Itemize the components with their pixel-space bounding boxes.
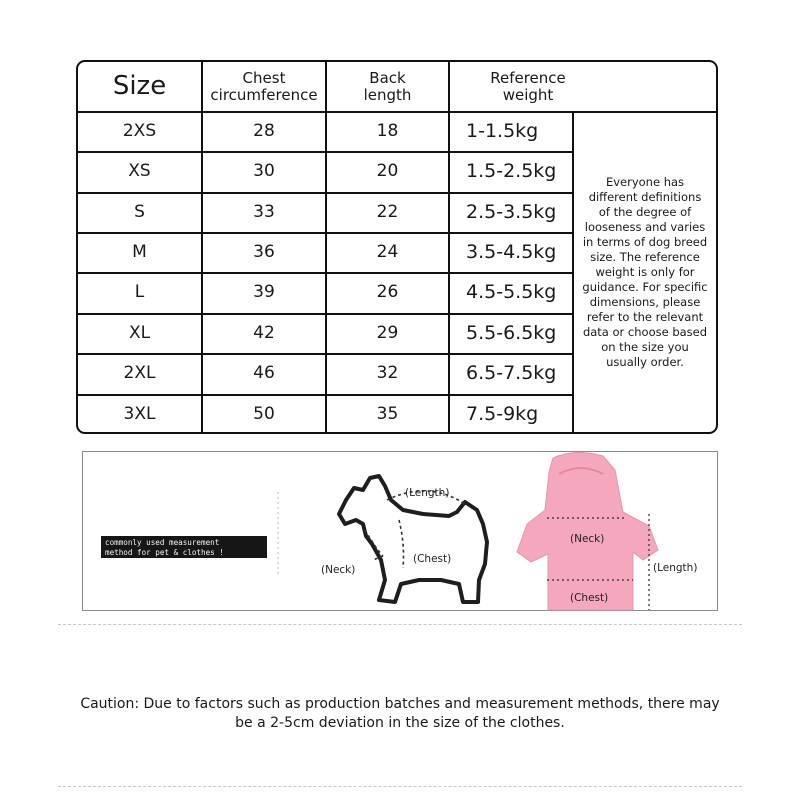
table-cell-chest: 42 xyxy=(253,322,275,343)
table-cell-chest: 28 xyxy=(253,120,275,141)
hoodie-length-label: (Length) xyxy=(653,562,698,574)
table-cell-weight: 4.5-5.5kg xyxy=(466,280,557,303)
header-back-line2: length xyxy=(363,86,412,104)
table-cell-back: 20 xyxy=(376,160,399,181)
table-cell-back: 26 xyxy=(376,281,399,302)
table-cell-weight: 6.5-7.5kg xyxy=(466,361,557,384)
table-cell-size: M xyxy=(132,241,147,262)
caution-text xyxy=(62,695,738,733)
table-cell-chest: 33 xyxy=(253,201,275,222)
caution-line2: be a 2-5cm deviation in the size of the clothes. xyxy=(235,715,565,731)
header-chest-line1: Chest xyxy=(242,68,286,87)
table-cell-back: 22 xyxy=(376,201,399,222)
header-chest xyxy=(203,62,325,112)
dog-length-label: (Length) xyxy=(405,487,450,499)
dog-neck-label: (Neck) xyxy=(321,564,356,576)
dog-chest-guide xyxy=(399,520,404,568)
hoodie-neck-label: (Neck) xyxy=(570,533,605,545)
dog-chest-label: (Chest) xyxy=(413,553,452,565)
divider-dashed xyxy=(58,624,742,625)
size-chart-table xyxy=(76,60,718,434)
table-cell-size: 3XL xyxy=(123,403,156,424)
table-cell-back: 18 xyxy=(376,120,399,141)
table-cell-size: XS xyxy=(128,160,151,181)
hoodie-chest-label: (Chest) xyxy=(570,592,609,604)
table-cell-weight: 7.5-9kg xyxy=(466,402,539,425)
fit-note: Everyone has different definitions of the degree of looseness and varies in terms of dog breed size. The reference weight is only for guidance. For specific dimensions, please refer to the relevant data or choose based on the size you usually order. xyxy=(582,174,708,369)
table-cell-chest: 30 xyxy=(253,160,275,181)
table-cell-back: 24 xyxy=(376,241,399,262)
header-weight xyxy=(450,62,606,112)
pink-hoodie-icon xyxy=(517,452,658,610)
table-cell-size: S xyxy=(134,201,145,222)
table-cell-chest: 36 xyxy=(253,241,275,262)
header-weight-line2: weight xyxy=(502,86,554,104)
table-cell-back: 29 xyxy=(376,322,399,343)
table-cell-chest: 46 xyxy=(253,362,275,383)
table-cell-size: L xyxy=(134,281,145,302)
table-cell-weight: 1.5-2.5kg xyxy=(466,159,557,182)
table-cell-back: 32 xyxy=(376,362,399,383)
measurement-diagram xyxy=(83,452,719,612)
method-label-line1: commonly used measurement xyxy=(105,538,220,547)
header-back-line1: Back xyxy=(369,68,406,87)
header-weight-line1: Reference xyxy=(490,68,566,87)
table-cell-back: 35 xyxy=(376,403,399,424)
table-cell-chest: 50 xyxy=(253,403,275,424)
table-cell-weight: 1-1.5kg xyxy=(466,119,539,142)
header-chest-line2: circumference xyxy=(210,86,318,104)
table-cell-size: 2XS xyxy=(122,120,157,141)
table-cell-weight: 5.5-6.5kg xyxy=(466,321,557,344)
table-cell-weight: 2.5-3.5kg xyxy=(466,200,557,223)
header-back xyxy=(327,62,448,112)
method-label-line2: method for pet & clothes ! xyxy=(105,548,224,557)
table-cell-chest: 39 xyxy=(253,281,275,302)
caution-line1: Caution: Due to factors such as production batches and measurement methods, there may xyxy=(80,696,720,712)
measurement-illustration xyxy=(82,451,718,611)
header-size: Size xyxy=(112,71,167,102)
table-cell-size: 2XL xyxy=(123,362,156,383)
table-cell-weight: 3.5-4.5kg xyxy=(466,240,557,263)
divider-dashed xyxy=(58,786,742,787)
table-cell-size: XL xyxy=(128,322,151,343)
